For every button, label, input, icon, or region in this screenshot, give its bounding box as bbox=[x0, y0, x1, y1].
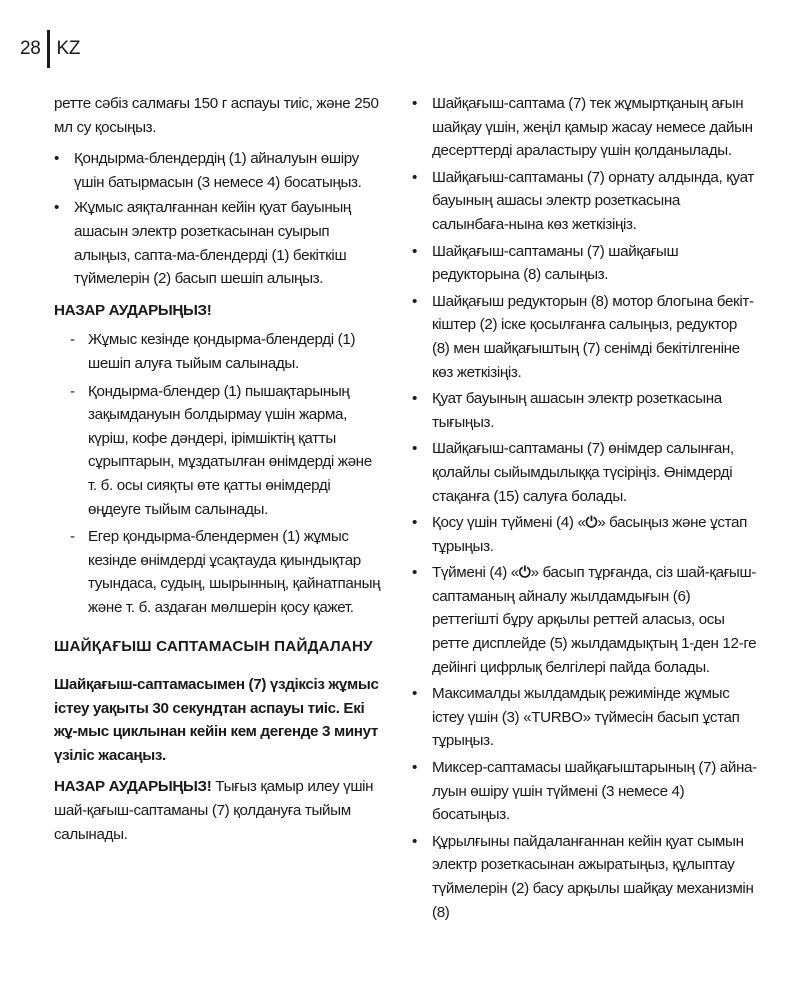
bullet-item: • Қуат бауының ашасын электр розеткасына тығыңыз. bbox=[412, 387, 757, 434]
page-header bbox=[20, 30, 80, 68]
bullet-item: • Шайқағыш-саптама (7) тек жұмыртқаның ағын шайқау үшін, жеңіл қамыр жасау немесе дайын десерттерді араластыру үшін қолданылады. bbox=[412, 92, 757, 163]
bullet-item: • Қондырма-блендердің (1) айналуын өшіру үшін батырмасын (3 немесе 4) босатыңыз. bbox=[54, 147, 384, 194]
bullet-item: • Шайқағыш редукторын (8) мотор блогына бекіт-кіштер (2) іске қосылғанға салыңыз, редуктор (8) мен шайқағыштың (7) сенімді бекітілгеніне көз жеткізіңіз. bbox=[412, 290, 757, 384]
bullet-item: • Шайқағыш-саптаманы (7) орнату алдында, қуат бауының ашасы электр розеткасына салынбаға-нына көз жеткізіңіз. bbox=[412, 166, 757, 237]
warning-item: - Жұмыс кезінде қондырма-блендерді (1) шешіп алуға тыйым салынады. bbox=[70, 328, 384, 375]
bullet-item: • Шайқағыш-саптаманы (7) өнімдер салынған, қолайлы сыйымдылыққа түсіріңіз. Өнімдерді стақанға (15) салуға болады. bbox=[412, 437, 757, 508]
dough-warning-text: Тығыз қамыр илеу үшін шай-қағыш-саптаманы (7) қолдануға тыйым салынады. bbox=[54, 778, 374, 843]
bullet-item: • Максималды жылдамдық режимінде жұмыс істеу үшін (3) «TURBO» түймесін басып ұстап тұрыңыз. bbox=[412, 682, 757, 753]
right-column bbox=[412, 92, 757, 927]
warning-item: - Егер қондырма-блендермен (1) жұмыс кезінде өнімдерді ұсақтауда қиындықтар туындаса, судың, шырынның, қайнатпаның және т. б. аздаған мөлшерін қосу қажет. bbox=[70, 525, 384, 619]
page-number: 28 bbox=[20, 38, 41, 59]
power-icon: ⏻ bbox=[585, 514, 598, 532]
dough-warning bbox=[54, 775, 384, 846]
warning-item: - Қондырма-блендер (1) пышақтарының зақымдануын болдырмау үшін жарма, күріш, кофе дәндері, ірімшіктің қатты сұрыптарын, мұздатылған өнімдерді және т. б. осы сияқты өте қатты өнімдерді өңдеуге тыйым салынады. bbox=[70, 380, 384, 522]
power-icon: ⏻ bbox=[518, 564, 531, 582]
bullet-item: • Құрылғыны пайдаланғаннан кейін қуат сымын электр розеткасынан ажыратыңыз, құлыптау түймелерін (2) басу арқылы шайқау механизмін (8) bbox=[412, 830, 757, 924]
warning-list bbox=[70, 328, 384, 619]
header-divider bbox=[47, 30, 50, 68]
bullet-item: • Жұмыс аяқталғаннан кейін қуат бауының ашасын электр розеткасынан суырып алыңыз, сапта-ма-блендерді (1) бекіткіш түймелерін (2) басып шешіп алыңыз. bbox=[54, 196, 384, 290]
section-title: ШАЙҚАҒЫШ САПТАМАСЫН ПАЙДАЛАНУ bbox=[54, 638, 373, 656]
left-column bbox=[54, 92, 384, 846]
language-code: KZ bbox=[56, 38, 81, 59]
bullet-item: • Түймені (4) «⏻» басып тұрғанда, сіз шай-қағыш-саптаманың айналу жылдамдығын (6) реттегішті бұру арқылы реттей аласыз, осы ретте дисплейде (5) жылдамдықтың 1-ден 12-ге дейінгі цифрлық белгілері пайда болады. bbox=[412, 561, 757, 679]
bullet-item: • Шайқағыш-саптаманы (7) шайқағыш редукторына (8) салыңыз. bbox=[412, 240, 757, 287]
dough-warning-label: НАЗАР АУДАРЫҢЫЗ! bbox=[54, 778, 212, 796]
duration-warning: Шайқағыш-саптамасымен (7) үздіксіз жұмыс істеу уақыты 30 секундтан аспауы тиіс. Екі жұ-мыс циклынан кейін кем дегенде 3 минут үзіліс жасаңыз. bbox=[54, 676, 379, 764]
bullet-item: • Миксер-саптамасы шайқағыштарының (7) айна-луын өшіру үшін түймені (3 немесе 4) босатыңыз. bbox=[412, 756, 757, 827]
bullet-item: • Қосу үшін түймені (4) «⏻» басыңыз және ұстап тұрыңыз. bbox=[412, 511, 757, 558]
right-bullet-list bbox=[412, 92, 757, 924]
warning-heading: НАЗАР АУДАРЫҢЫЗ! bbox=[54, 301, 212, 319]
left-bullet-list bbox=[54, 147, 384, 291]
intro-text: ретте сәбіз салмағы 150 г аспауы тиіс, және 250 мл су қосыңыз. bbox=[54, 95, 379, 136]
